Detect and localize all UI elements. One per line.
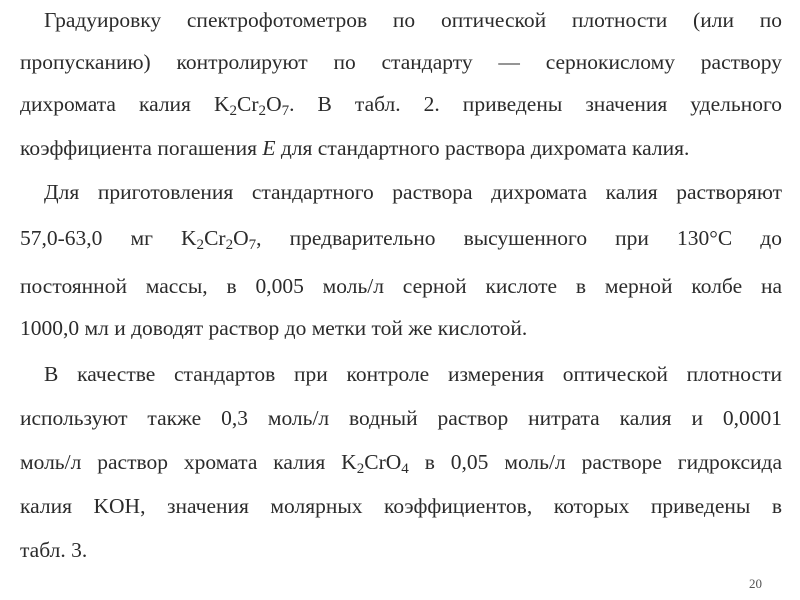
- paragraph-1-line-2: пропусканию) контролируют по стандарту — сернокислому раствору: [20, 50, 782, 74]
- paragraph-2-line-4: 1000,0 мл и доводят раствор до метки той же кислотой.: [20, 316, 528, 340]
- paragraph-3-line-2: используют также 0,3 моль/л водный раствор нитрата калия и 0,0001: [20, 406, 782, 430]
- paragraph-3-line-5: табл. 3.: [20, 538, 88, 562]
- page-number: 20: [749, 576, 762, 591]
- paragraph-2-line-3: постоянной массы, в 0,005 моль/л серной кислоте в мерной колбе на: [20, 274, 782, 298]
- paragraph-1-line-3: дихромата калия $K_2Cr_2O_7$. В табл. 2. приведены значения удельного: [20, 92, 782, 119]
- paragraph-3-line-4: калия KOH, значения молярных коэффициентов, которых приведены в: [20, 494, 782, 518]
- paragraph-2-line-1: Для приготовления стандартного раствора дихромата калия растворяют: [44, 180, 782, 204]
- paragraph-3-line-3: моль/л раствор хромата калия $K_2CrO_4$ в 0,05 моль/л растворе гидроксида: [20, 450, 782, 477]
- paragraph-3-line-1: В качестве стандартов при контроле измерения оптической плотности: [44, 362, 782, 386]
- paragraph-1-line-4: коэффициента погашения E для стандартного раствора дихромата калия.: [20, 136, 690, 160]
- paragraph-2-line-2: 57,0-63,0 мг $K_2Cr_2O_7$, предварительно высушенного при 130°C до: [20, 226, 782, 253]
- paragraph-1-line-1: Градуировку спектрофотометров по оптической плотности (или по: [44, 8, 782, 32]
